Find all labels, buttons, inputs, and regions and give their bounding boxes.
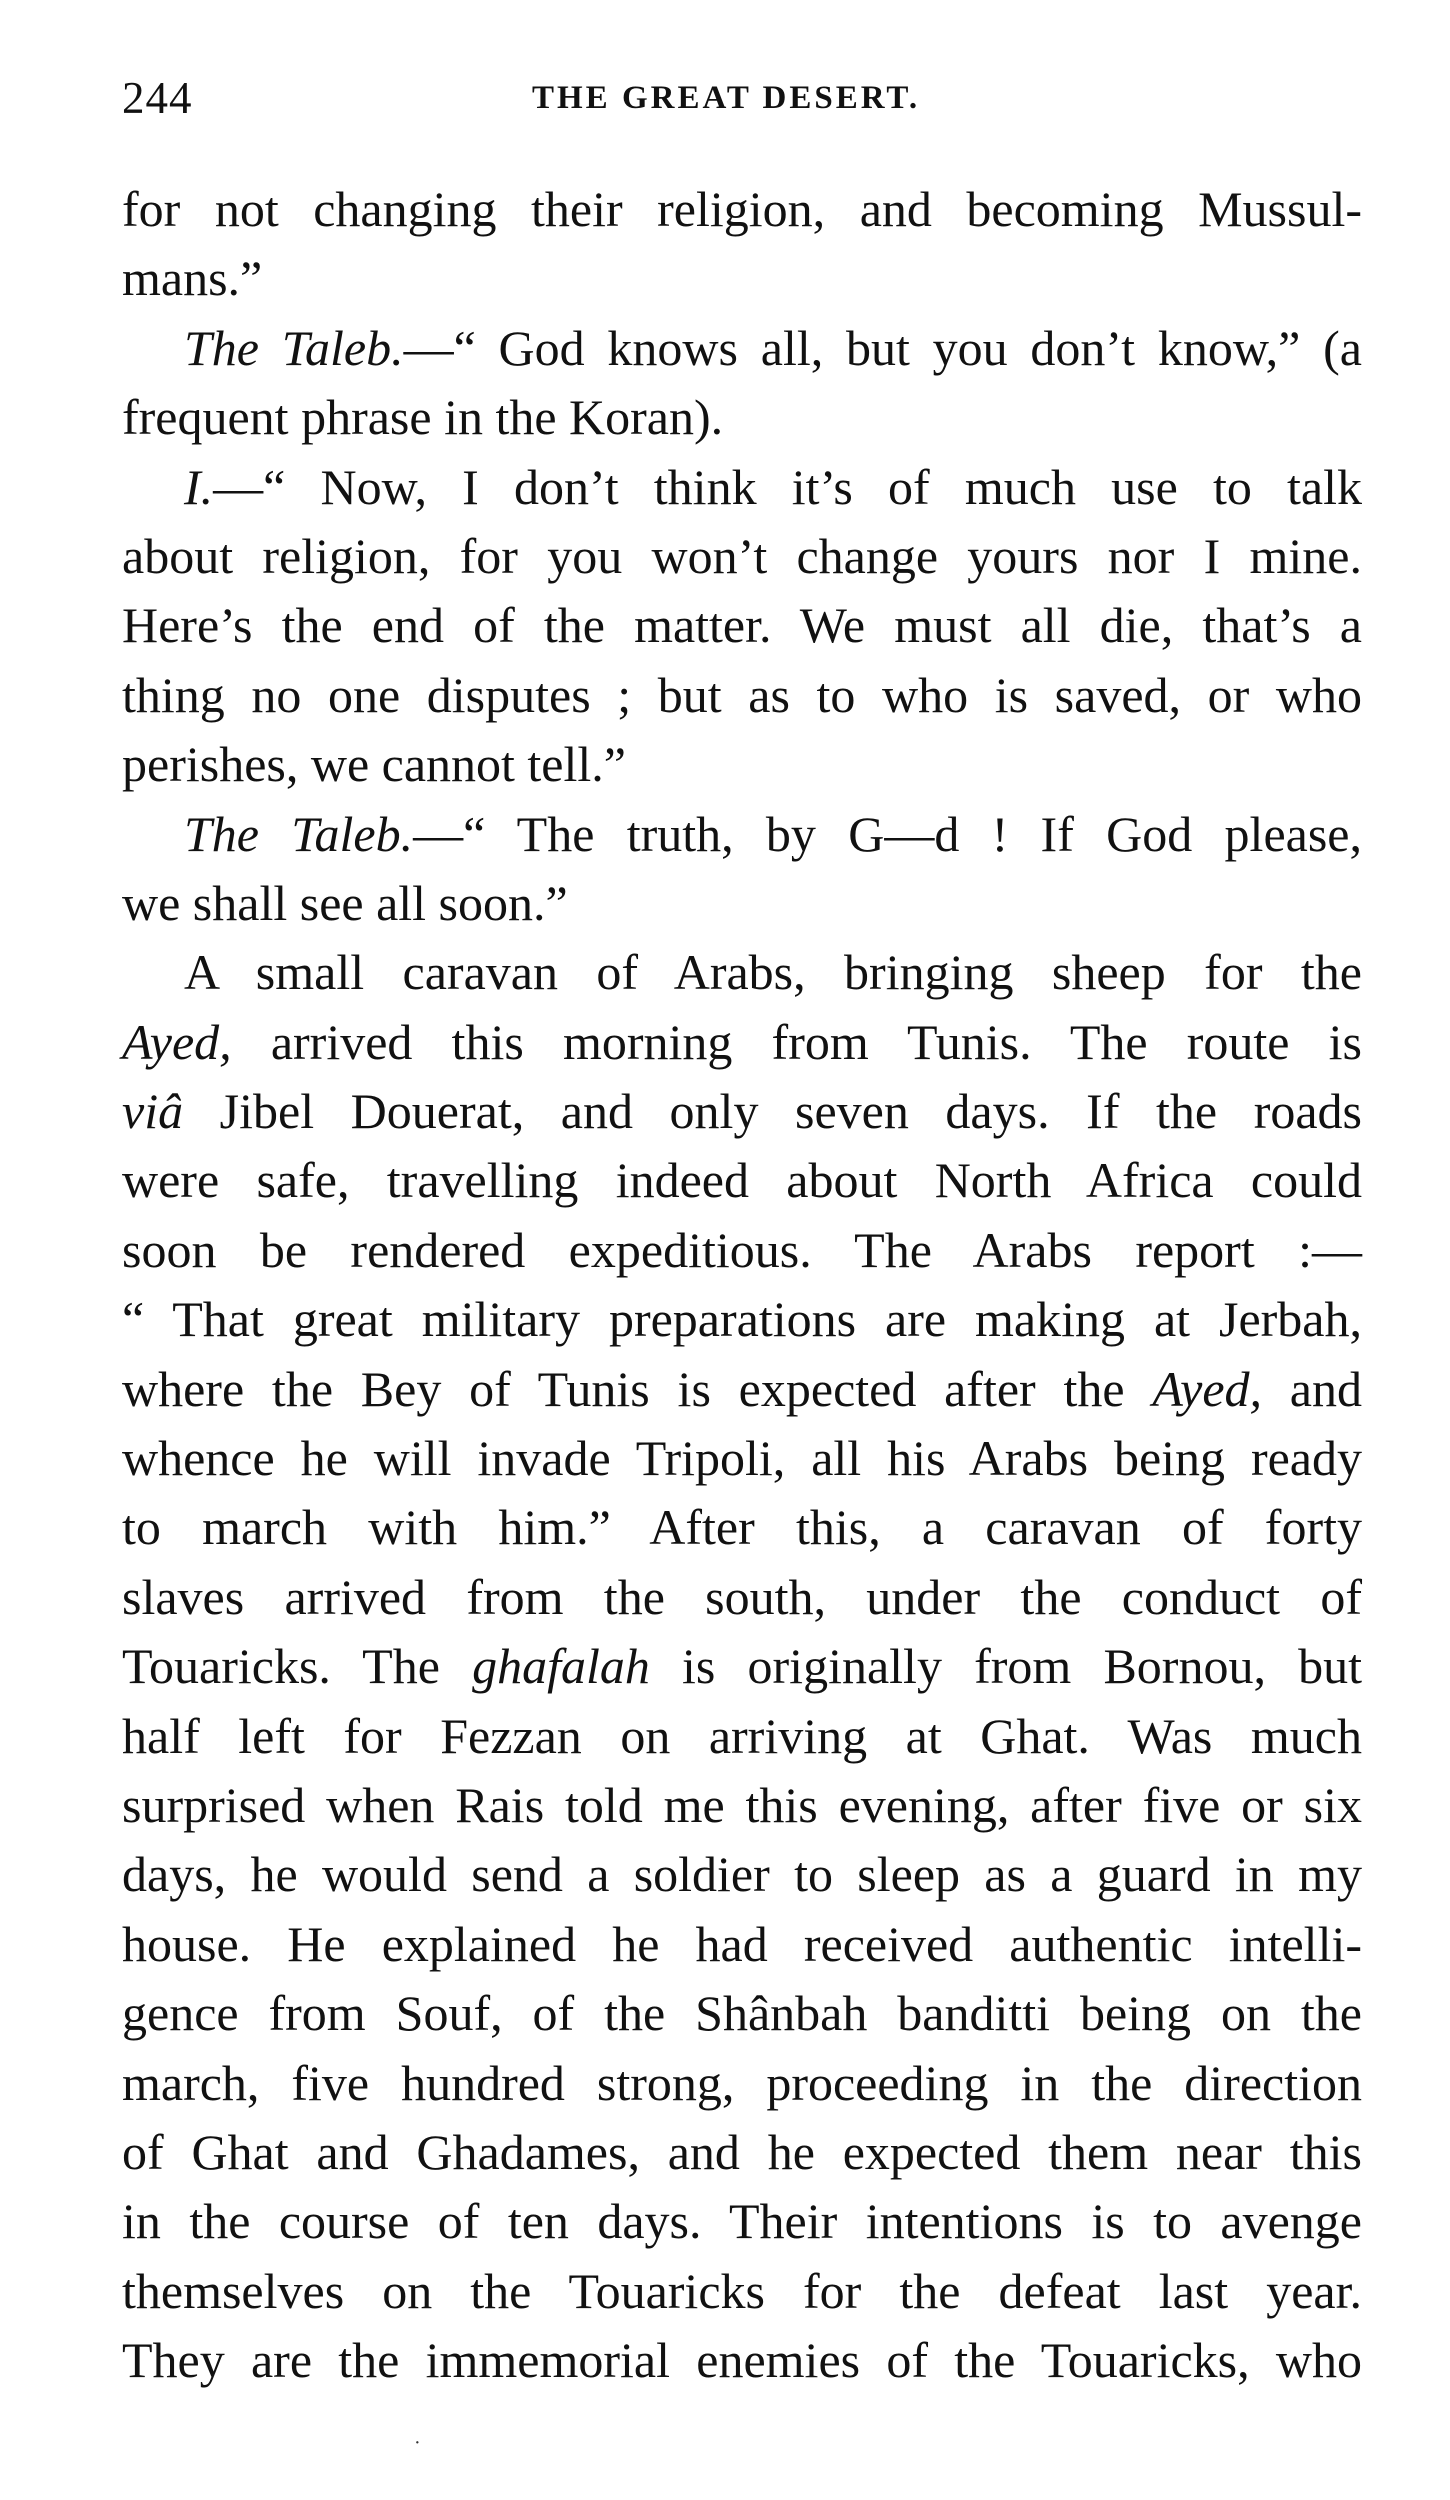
italic-word: Ayed, — [122, 1013, 232, 1070]
text-line: soon be rendered expeditious. The Arabs report :— — [122, 1221, 1362, 1278]
text-line: perishes, we cannot tell.” — [122, 736, 626, 793]
text-line: march, five hundred strong, proceeding in the direction — [122, 2054, 1362, 2111]
text-line: were safe, travelling indeed about North Africa could — [122, 1152, 1362, 1209]
text-line: gence from Souf, of the Shânbah banditti being on the — [122, 1985, 1362, 2042]
text-line: to march with him.” After this, a caravan of forty — [122, 1499, 1362, 1556]
text-line: They are the immemorial enemies of the Touaricks, who — [122, 2332, 1362, 2389]
text-line: house. He explained he had received authentic intelli- — [122, 1915, 1362, 1972]
running-title: THE GREAT DESERT. — [532, 80, 921, 116]
text-line: thing no one disputes ; but as to who is saved, or who — [122, 666, 1362, 723]
text-line: Ayed, arrived this morning from Tunis. The route is — [122, 1013, 1362, 1070]
text-line: half left for Fezzan on arriving at Ghat. Was much — [122, 1707, 1362, 1764]
text-line: The Taleb.—“ God knows all, but you don’t know,” (a — [184, 319, 1362, 376]
text-line: A small caravan of Arabs, bringing sheep for the — [184, 944, 1362, 1001]
text-line: Touaricks. The ghafalah is originally from Bornou, but — [122, 1638, 1362, 1695]
text-line: mans.” — [122, 250, 263, 307]
text-line: themselves on the Touaricks for the defeat last year. — [122, 2262, 1362, 2319]
speaker-label: The Taleb. — [184, 319, 404, 376]
text-line: The Taleb.—“ The truth, by G—d ! If God please, — [184, 805, 1362, 862]
print-speck: · — [414, 2432, 421, 2454]
text-line: days, he would send a soldier to sleep as a guard in my — [122, 1846, 1362, 1903]
text-line: about religion, for you won’t change yours nor I mine. — [122, 527, 1362, 584]
text-line: where the Bey of Tunis is expected after the Ayed, and — [122, 1360, 1362, 1417]
text-line: whence he will invade Tripoli, all his Arabs being ready — [122, 1430, 1362, 1487]
text-line: in the course of ten days. Their intentions is to avenge — [122, 2193, 1362, 2250]
text-line: slaves arrived from the south, under the conduct of — [122, 1568, 1362, 1625]
text-line: frequent phrase in the Koran). — [122, 389, 724, 446]
speaker-label: I. — [184, 458, 214, 515]
text-line: viâ Jibel Douerat, and only seven days. If the roads — [122, 1083, 1362, 1140]
text-line: Here’s the end of the matter. We must all die, that’s a — [122, 597, 1362, 654]
text-line: I.—“ Now, I don’t think it’s of much use to talk — [184, 458, 1362, 515]
page-number: 244 — [122, 73, 193, 123]
text-line: “ That great military preparations are making at Jerbah, — [122, 1291, 1362, 1348]
body-text — [122, 175, 1362, 2396]
speaker-label: The Taleb. — [184, 805, 414, 862]
italic-word: ghafalah — [472, 1638, 650, 1695]
text-line: of Ghat and Ghadames, and he expected them near this — [122, 2123, 1362, 2180]
italic-word: Ayed, — [1152, 1360, 1263, 1417]
text-line: for not changing their religion, and becoming Mussul- — [122, 181, 1362, 237]
text-line: surprised when Rais told me this evening, after five or six — [122, 1776, 1362, 1833]
italic-word: viâ — [122, 1083, 184, 1140]
text-line: we shall see all soon.” — [122, 874, 568, 931]
running-head — [122, 72, 1362, 132]
